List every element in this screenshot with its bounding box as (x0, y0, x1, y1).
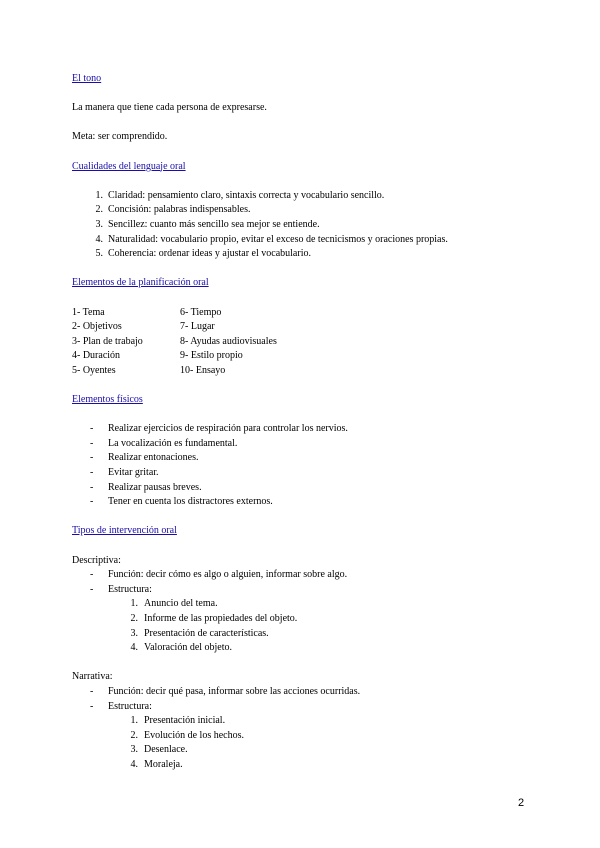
list-item: 4. Naturalidad: vocabulario propio, evitar el exceso de tecnicismos y oraciones propias. (95, 233, 448, 245)
list-item: - Función: decir qué pasa, informar sobre las acciones ocurridas. (90, 685, 361, 697)
list-item: 5. Coherencia: ordenar ideas y ajustar el vocabulario. (95, 248, 311, 260)
list-item: 4- Duración (72, 350, 121, 362)
planificacion-left-column (72, 306, 180, 379)
list-item: 2. Evolución de los hechos. (130, 729, 244, 741)
planificacion-columns (72, 306, 532, 379)
list-item: 9- Estilo propio (180, 350, 243, 362)
heading-elementos-fisicos[interactable]: Elementos físicos (72, 394, 143, 406)
list-item: 1. Anuncio del tema. (130, 598, 218, 610)
tono-definition: La manera que tiene cada persona de expresarse. (72, 102, 267, 114)
list-item: - La vocalización es fundamental. (90, 437, 238, 449)
list-item: 2. Informe de las propiedades del objeto. (130, 612, 298, 624)
heading-tipos-intervencion[interactable]: Tipos de intervención oral (72, 525, 177, 537)
planificacion-right-column (180, 306, 380, 379)
descriptiva-list (72, 568, 532, 597)
heading-cualidades[interactable]: Cualidades del lenguaje oral (72, 160, 186, 172)
list-item: - Realizar entonaciones. (90, 452, 199, 464)
list-item: 5- Oyentes (72, 364, 116, 376)
list-item: 4. Valoración del objeto. (130, 642, 233, 654)
list-item: 7- Lugar (180, 321, 215, 333)
list-item: - Evitar gritar. (90, 467, 159, 479)
list-item: - Función: decir cómo es algo o alguien, informar sobre algo. (90, 569, 348, 581)
page-number: 2 (518, 797, 525, 809)
heading-el-tono[interactable]: El tono (72, 73, 102, 84)
heading-planificacion[interactable]: Elementos de la planificación oral (72, 277, 209, 289)
list-item: 1. Presentación inicial. (130, 715, 226, 727)
list-item: 2. Concisión: palabras indispensables. (95, 204, 251, 216)
fisicos-list (72, 422, 532, 510)
list-item: - Realizar pausas breves. (90, 481, 202, 493)
list-item: 2- Objetivos (72, 321, 122, 333)
list-item: 10- Ensayo (180, 364, 226, 376)
list-item: 3. Presentación de características. (130, 627, 269, 639)
list-item: - Estructura: (90, 700, 152, 712)
list-item: 3. Desenlace. (130, 744, 188, 756)
list-item: - Realizar ejercicios de respiración para controlar los nervios. (90, 423, 348, 435)
list-item: 8- Ayudas audiovisuales (180, 335, 277, 347)
descriptiva-label: Descriptiva: (72, 554, 121, 566)
list-item: 3. Sencillez: cuanto más sencillo sea mejor se entiende. (95, 218, 320, 230)
descriptiva-estructura-list (72, 597, 532, 655)
list-item: - Estructura: (90, 583, 152, 595)
list-item: 4. Moraleja. (130, 758, 183, 770)
list-item: 3- Plan de trabajo (72, 335, 143, 347)
narrativa-estructura-list (72, 714, 532, 772)
document-page (72, 72, 532, 773)
list-item: 6- Tiempo (180, 306, 222, 318)
list-item: 1. Claridad: pensamiento claro, sintaxis correcta y vocabulario sencillo. (95, 189, 385, 201)
tono-goal: Meta: ser comprendido. (72, 131, 168, 143)
cualidades-list (72, 189, 532, 262)
narrativa-list (72, 685, 532, 714)
list-item: 1- Tema (72, 306, 105, 318)
narrativa-label: Narrativa: (72, 671, 113, 683)
list-item: - Tener en cuenta los distractores externos. (90, 496, 273, 508)
